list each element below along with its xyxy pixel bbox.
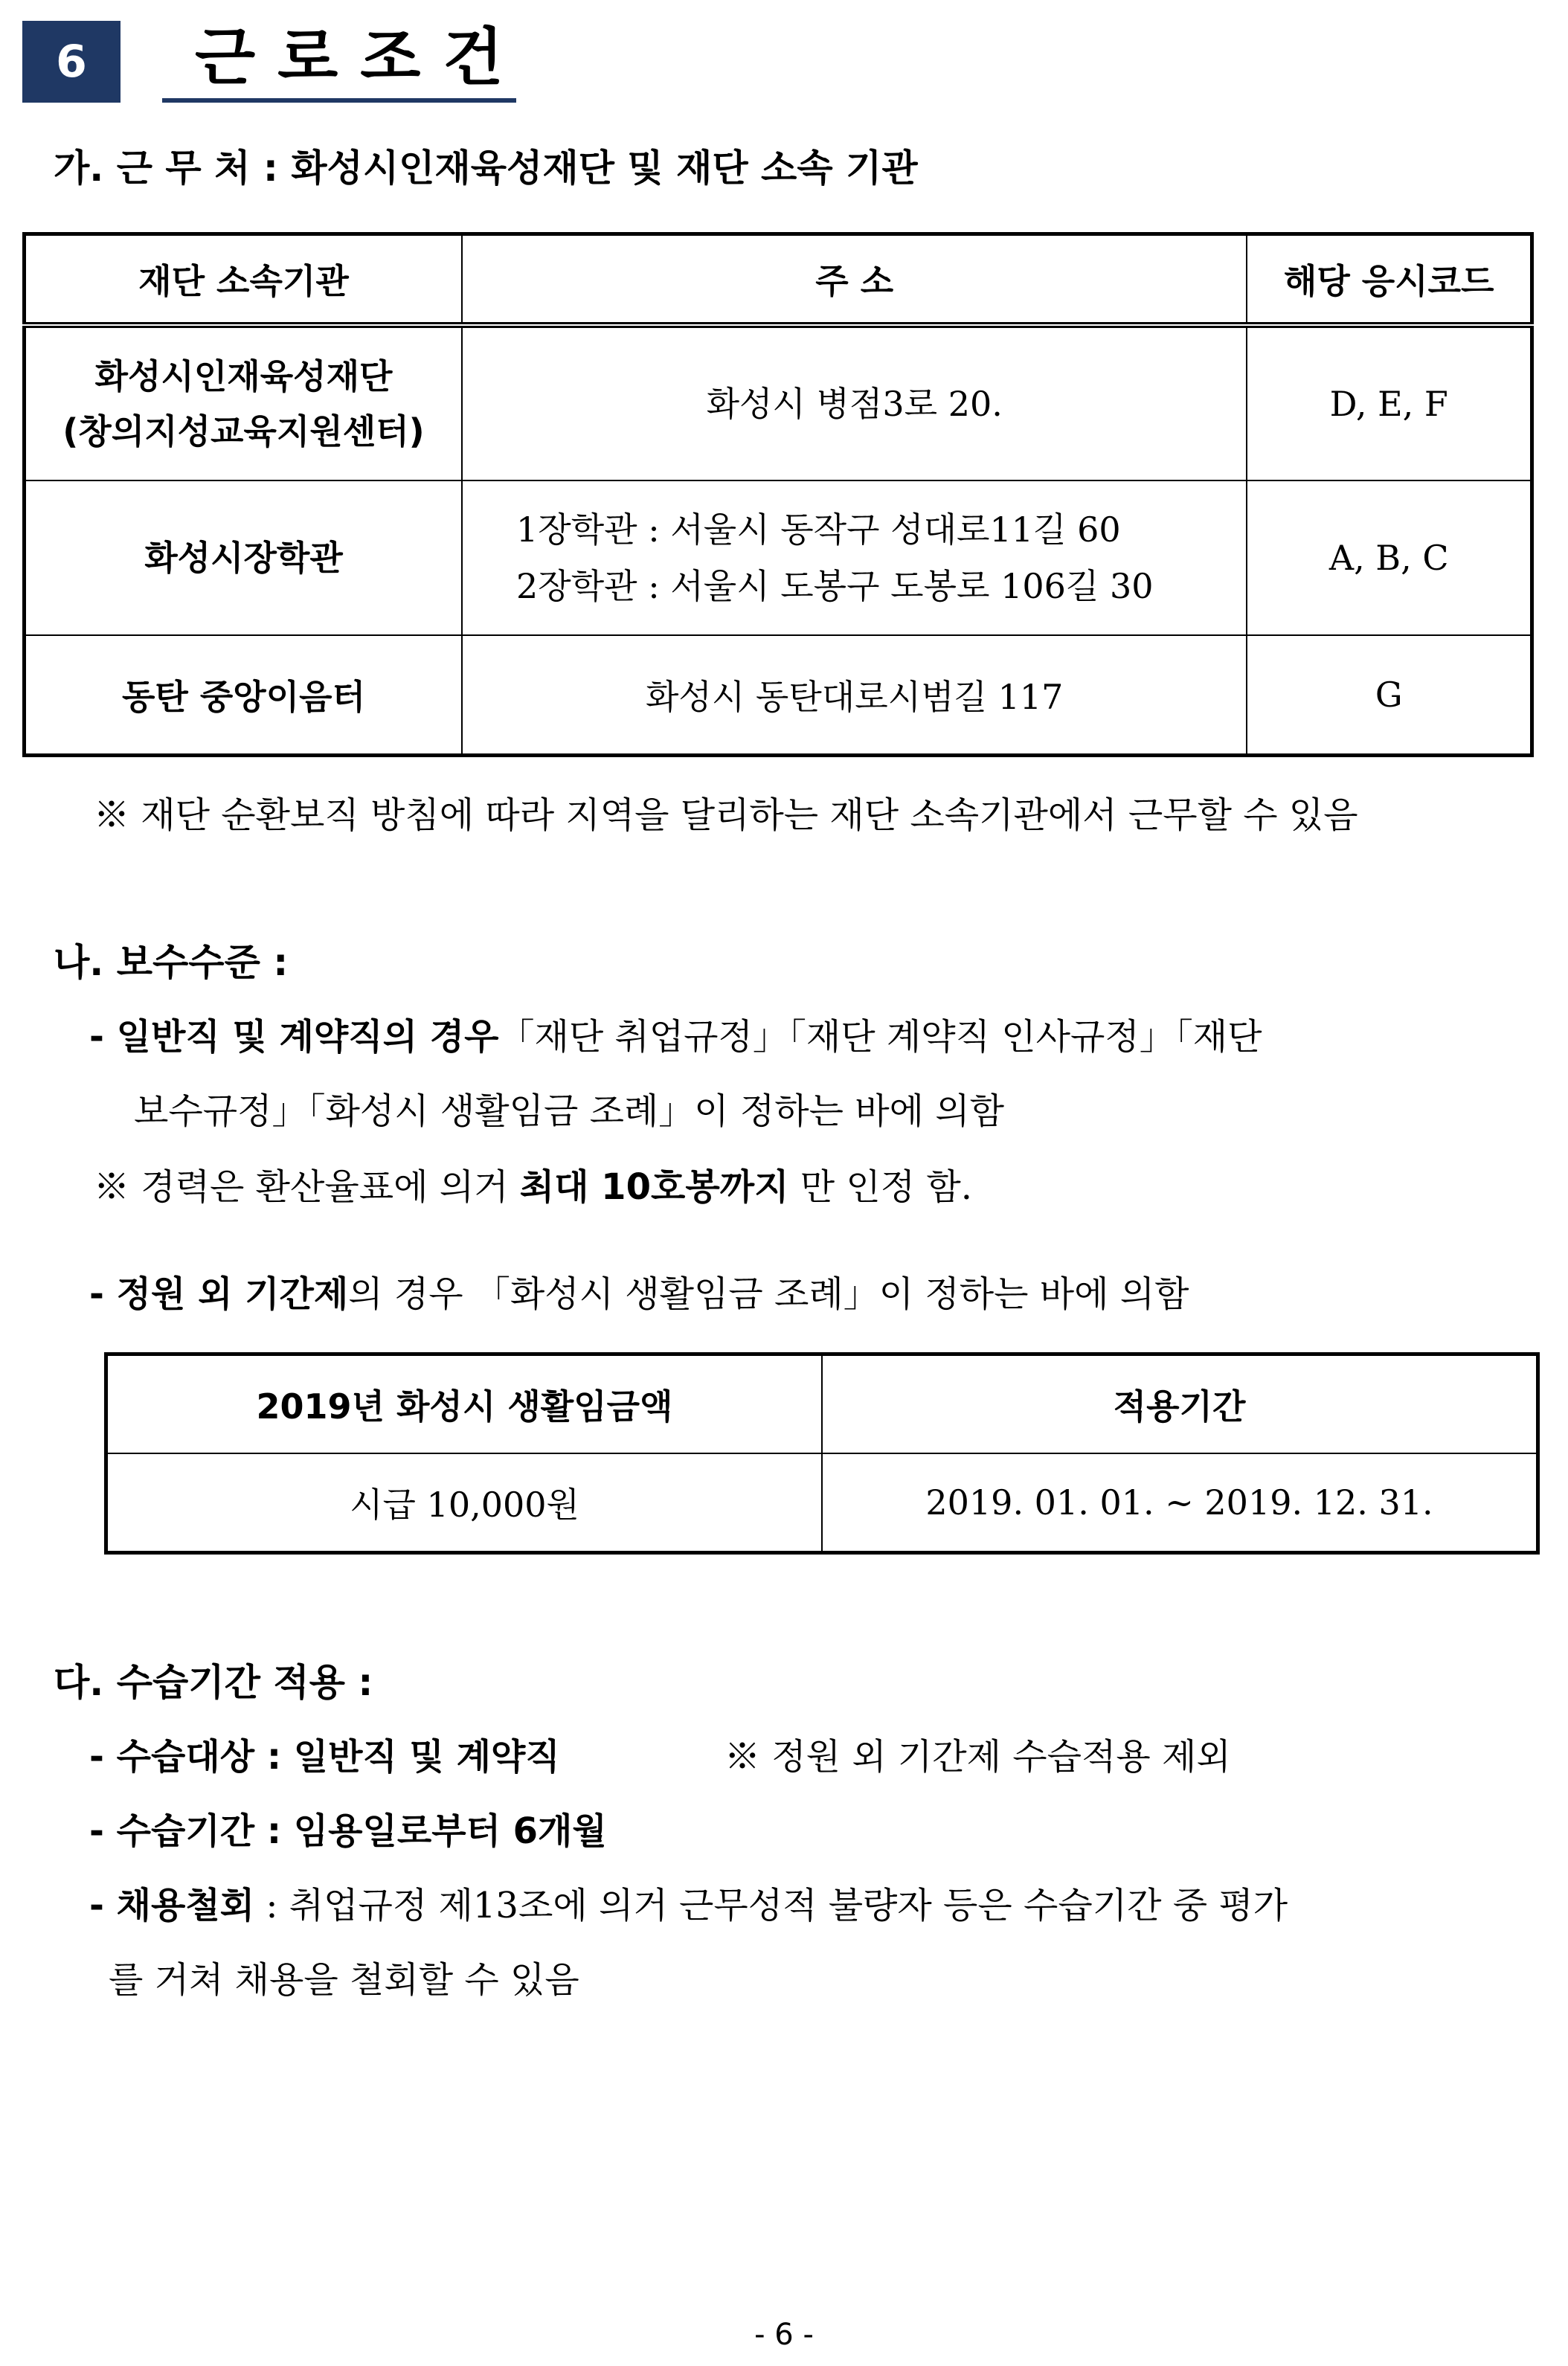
- probation-heading: 다. 수습기간 적용 :: [54, 1661, 373, 1704]
- probation-cancel: [89, 1883, 1288, 1928]
- probation-period: - 수습기간 : 임용일로부터 6개월: [89, 1810, 607, 1852]
- org-name: 화성시장학관: [144, 538, 343, 578]
- page-number: - 6 -: [754, 2318, 814, 2352]
- address-cell: [462, 325, 1247, 480]
- address-line: 1장학관 : 서울시 동작구 성대로11길 60: [516, 509, 1121, 550]
- probation-target: - 수습대상 : 일반직 및 계약직: [89, 1736, 560, 1778]
- org-cell: [25, 635, 463, 756]
- living-wage-table: [104, 1352, 1540, 1555]
- address-cell: [462, 480, 1247, 635]
- code-cell: A, B, C: [1247, 480, 1532, 635]
- org-cell: [25, 480, 463, 635]
- column-header-org: 재단 소속기관: [25, 234, 463, 326]
- address-line: 화성시 병점3로 20.: [706, 384, 1003, 424]
- probation-cancel-label: - 채용철회: [89, 1885, 255, 1926]
- pay-note-post: 만 인정 함.: [800, 1166, 972, 1208]
- pay-item-regular: [89, 1015, 1262, 1059]
- pay-item-temporary: [89, 1272, 1189, 1317]
- column-header-address: 주 소: [462, 234, 1247, 326]
- column-header-wage: 2019년 화성시 생활임금액: [106, 1354, 823, 1454]
- org-subname: (창의지성교육지원센터): [62, 411, 425, 451]
- section-number-badge: 6: [22, 21, 121, 103]
- column-header-code: 해당 응시코드: [1247, 234, 1532, 326]
- code-cell: G: [1247, 635, 1532, 756]
- wage-cell: 시급 10,000원: [106, 1453, 823, 1553]
- address-line: 2장학관 : 서울시 도봉구 도봉로 106길 30: [516, 566, 1154, 606]
- address-line: 화성시 동탄대로시범길 117: [646, 677, 1064, 717]
- table-row: [25, 325, 1532, 480]
- org-name: 동탄 중앙이음터: [121, 677, 366, 717]
- pay-heading: 나. 보수수준 :: [54, 941, 289, 984]
- pay-item-regular-label: - 일반직 및 계약직의 경우: [89, 1016, 499, 1058]
- pay-item-regular-text: 「재단 취업규정」「재단 계약직 인사규정」「재단: [498, 1016, 1262, 1058]
- pay-item-regular-cont: 보수규정」「화성시 생활임금 조례」이 정하는 바에 의함: [134, 1090, 1005, 1132]
- pay-note-pre: ※ 경력은 환산율표에 의거: [94, 1166, 509, 1208]
- pay-item-temporary-label: - 정원 외 기간제: [89, 1273, 349, 1315]
- period-cell: 2019. 01. 01. ~ 2019. 12. 31.: [822, 1453, 1538, 1553]
- code-cell: D, E, F: [1247, 325, 1532, 480]
- section-title: 근로조건: [195, 21, 526, 94]
- probation-cancel-cont: 를 거쳐 채용을 철회할 수 있음: [109, 1959, 579, 2001]
- org-cell: [25, 325, 463, 480]
- column-header-period: 적용기간: [822, 1354, 1538, 1454]
- section-title-underline: [162, 98, 516, 103]
- probation-cancel-text: : 취업규정 제13조에 의거 근무성적 불량자 등은 수습기간 중 평가: [254, 1885, 1288, 1926]
- workplace-heading: 가. 근 무 처 : 화성시인재육성재단 및 재단 소속 기관: [54, 147, 918, 190]
- table-header-row: [25, 234, 1532, 326]
- workplace-table: [22, 232, 1534, 757]
- pay-note: [94, 1165, 972, 1209]
- table-row: [25, 480, 1532, 635]
- pay-item-temporary-text: 의 경우 「화성시 생활임금 조례」이 정하는 바에 의함: [348, 1273, 1189, 1315]
- table-row: [106, 1453, 1538, 1553]
- probation-target-note: ※ 정원 외 기간제 수습적용 제외: [724, 1736, 1231, 1778]
- table-header-row: [106, 1354, 1538, 1454]
- org-name: 화성시인재육성재단: [94, 356, 393, 396]
- address-cell: [462, 635, 1247, 756]
- table-row: [25, 635, 1532, 756]
- pay-note-bold: 최대 10호봉까지: [519, 1166, 789, 1208]
- workplace-note: ※ 재단 순환보직 방침에 따라 지역을 달리하는 재단 소속기관에서 근무할 수 있음: [94, 794, 1358, 836]
